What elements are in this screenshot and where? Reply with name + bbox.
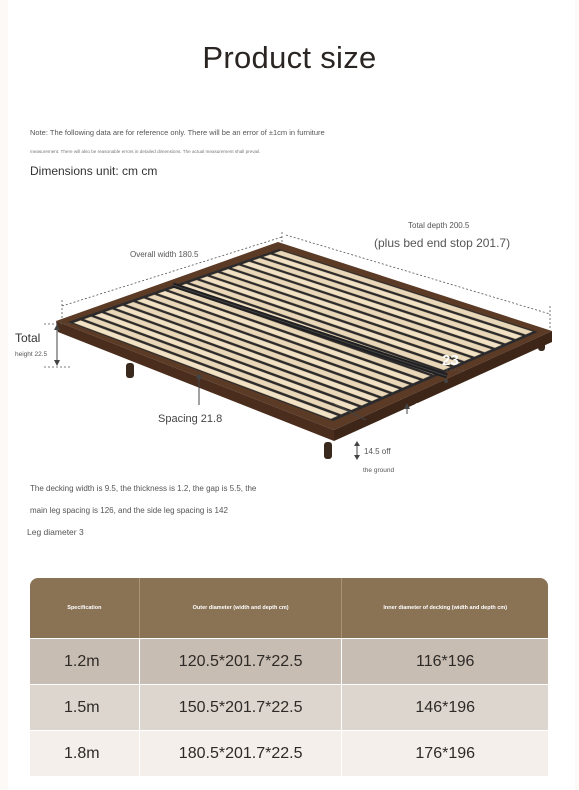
bed-frame-diagram bbox=[0, 200, 579, 490]
ground-clearance-label: 14.5 off bbox=[364, 447, 391, 456]
table-header-outer: Outer diameter (width and depth cm) bbox=[140, 578, 343, 638]
note-text-small: measurement. There will also be reasonable errors in detailed dimensions. The actual measurement shall prevail. bbox=[30, 149, 261, 154]
total-height-title: Total bbox=[15, 331, 41, 345]
overall-width-label: Overall width 180.5 bbox=[130, 250, 199, 259]
page-title: Product size bbox=[202, 40, 377, 75]
bed-leg bbox=[324, 442, 332, 459]
dimension-8-label: 8 bbox=[414, 400, 423, 417]
table-header-row bbox=[30, 578, 548, 638]
table-cell-specification: 1.5m bbox=[30, 684, 140, 730]
spacing-label: Spacing 21.8 bbox=[158, 413, 223, 425]
table-cell-outer: 120.5*201.7*22.5 bbox=[140, 638, 343, 684]
table-row bbox=[30, 730, 548, 776]
total-height-label: height 22.5 bbox=[15, 351, 48, 358]
bed-leg bbox=[126, 363, 134, 378]
ground-label: the ground bbox=[363, 467, 395, 474]
table-cell-inner: 116*196 bbox=[342, 638, 548, 684]
table-cell-specification: 1.2m bbox=[30, 638, 140, 684]
table-cell-inner: 176*196 bbox=[342, 730, 548, 776]
decking-description-line1: The decking width is 9.5, the thickness is 1.2, the gap is 5.5, the bbox=[30, 484, 257, 493]
table-cell-specification: 1.8m bbox=[30, 730, 140, 776]
dimensions-unit: Dimensions unit: cm cm bbox=[30, 164, 158, 178]
bed-end-stop-label: (plus bed end stop 201.7) bbox=[374, 236, 511, 250]
table-header-specification: Specification bbox=[30, 578, 140, 638]
table-cell-inner: 146*196 bbox=[342, 684, 548, 730]
table-header-inner: Inner diameter of decking (width and depth cm) bbox=[342, 578, 548, 638]
note-text: Note: The following data are for reference only. There will be an error of ±1cm in furniture bbox=[30, 128, 325, 137]
table-cell-outer: 180.5*201.7*22.5 bbox=[140, 730, 343, 776]
total-depth-label: Total depth 200.5 bbox=[408, 221, 470, 230]
dimension-23-label: 23 bbox=[442, 352, 459, 369]
table-row bbox=[30, 638, 548, 684]
decking-description-line2: main leg spacing is 126, and the side leg spacing is 142 bbox=[30, 506, 228, 515]
leg-diameter-text: Leg diameter 3 bbox=[27, 527, 84, 537]
table-cell-outer: 150.5*201.7*22.5 bbox=[140, 684, 343, 730]
size-spec-table bbox=[30, 578, 548, 776]
table-row bbox=[30, 684, 548, 730]
